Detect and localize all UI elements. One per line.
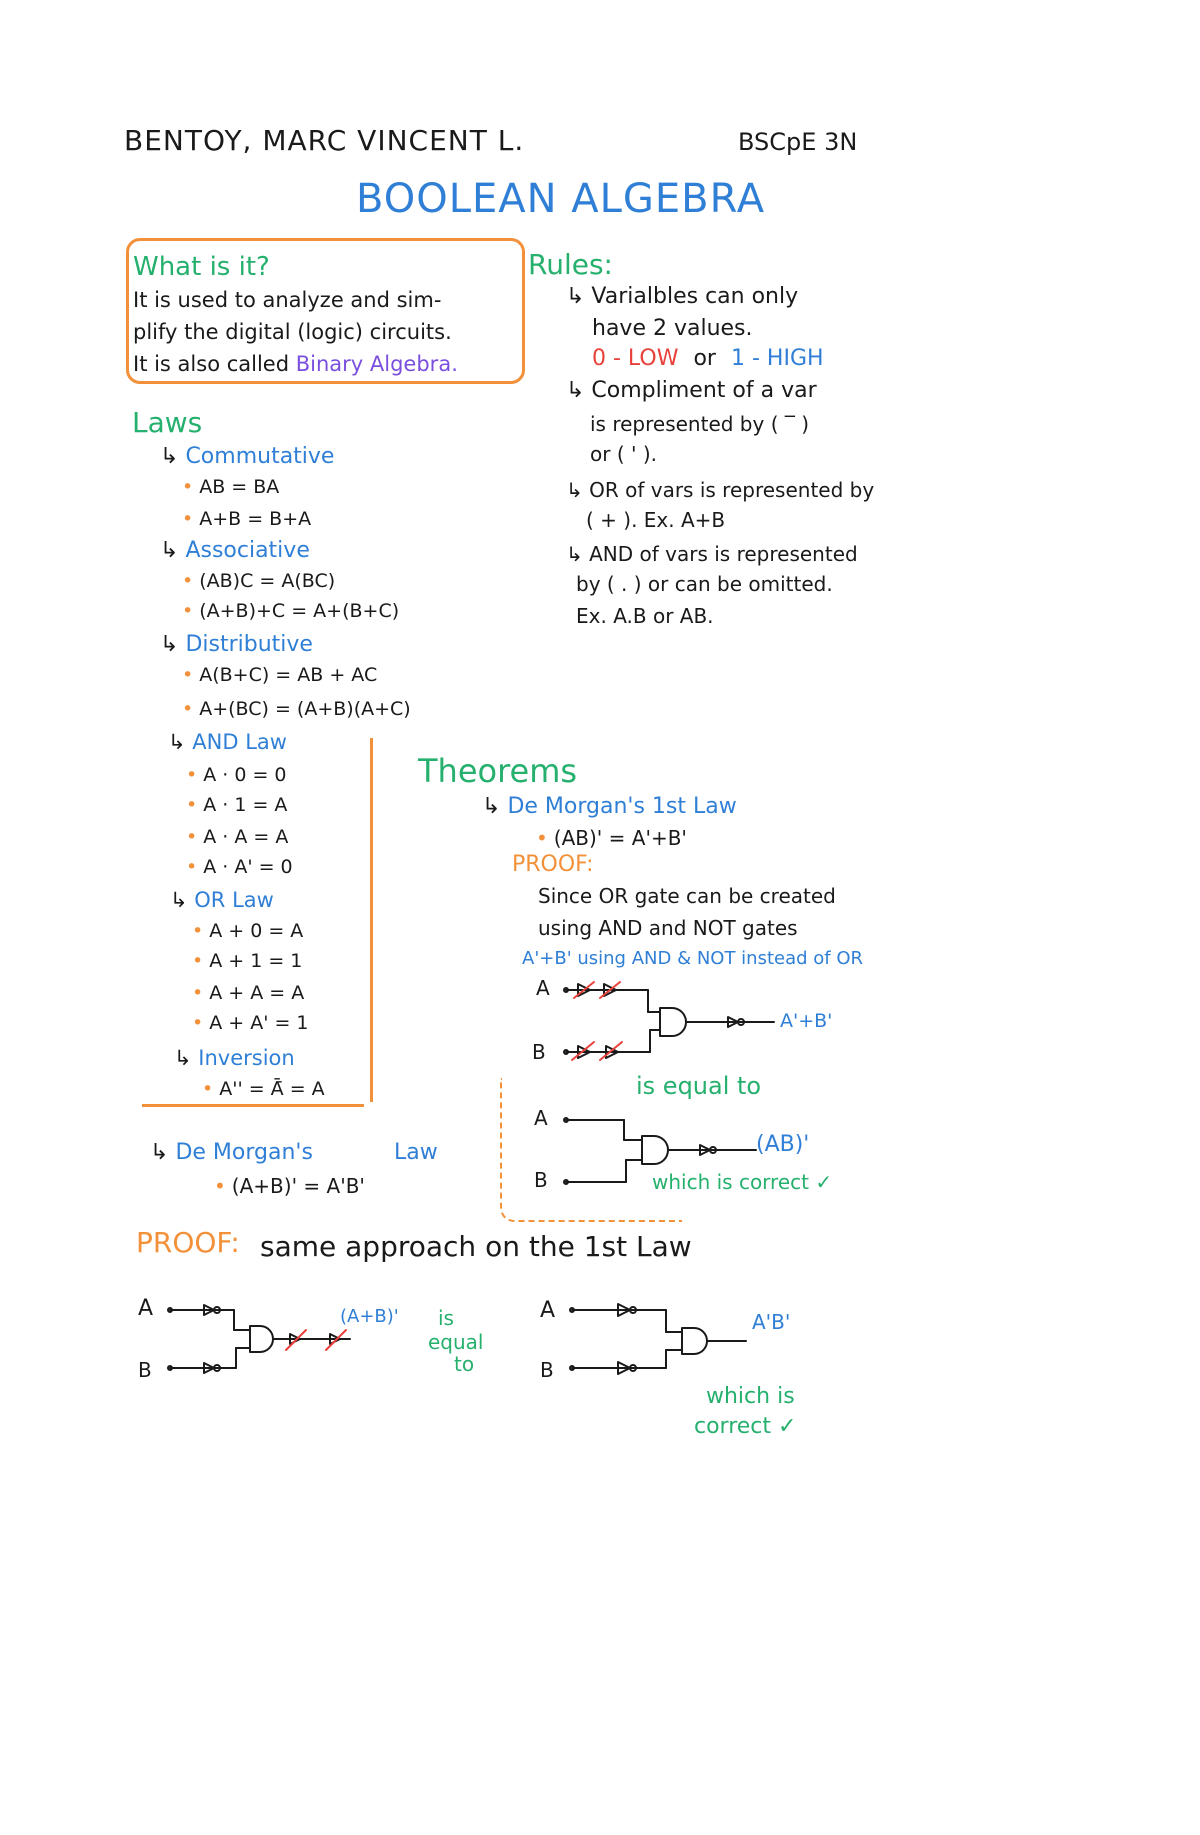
page-title: BOOLEAN ALGEBRA [356, 176, 766, 222]
law-or-item: • A + 0 = A [192, 920, 304, 942]
law-distributive-label: ↳ Distributive [160, 632, 313, 657]
rule3-line1: ↳ OR of vars is represented by [566, 478, 875, 502]
whatis-heading: What is it? [133, 252, 270, 282]
proof2-to: to [454, 1352, 475, 1376]
law-and-label: ↳ AND Law [168, 730, 287, 754]
law-commutative-item: • A+B = B+A [182, 508, 312, 530]
whatis-line3-term: Binary Algebra. [295, 352, 458, 376]
circuit4-output: A'B' [752, 1310, 791, 1334]
circuit3-and-gate [250, 1326, 273, 1352]
law-inversion-label: ↳ Inversion [174, 1046, 295, 1070]
circuit4-input-a: A [540, 1298, 556, 1323]
circuit1-and-gate [660, 1008, 686, 1036]
proof2-which: which is [706, 1384, 795, 1409]
equal-bracket [500, 1078, 682, 1222]
law-or-item: • A + 1 = 1 [192, 950, 303, 972]
rule1-line1: ↳ Varialbles can only [566, 284, 799, 309]
rule2-line1: ↳ Compliment of a var [566, 378, 817, 403]
law-associative-label: ↳ Associative [160, 538, 310, 563]
theorem-proof-line3: A'+B' using AND & NOT instead of OR [522, 948, 864, 969]
laws-bracket-horizontal [142, 1104, 364, 1107]
circuit1-input-a: A [536, 976, 550, 1000]
circuit4-input-b: B [540, 1358, 554, 1382]
law-associative-item: • (AB)C = A(BC) [182, 570, 336, 592]
rule1-line2: have 2 values. [592, 316, 753, 341]
is-equal-to: is equal to [636, 1072, 762, 1100]
circuit3-input-b: B [138, 1358, 152, 1382]
whatis-line2: plify the digital (logic) circuits. [133, 320, 452, 344]
theorems-heading: Theorems [418, 752, 578, 790]
circuit3-input-a: A [138, 1296, 154, 1321]
law-and-item: • A · 0 = 0 [186, 764, 287, 786]
circuit2-output: (AB)' [756, 1132, 810, 1157]
law-or-label: ↳ OR Law [170, 888, 274, 912]
rule2-line2: is represented by ( ‾ ) [590, 412, 810, 436]
circuit1-output: A'+B' [780, 1010, 833, 1032]
rule1-high: 1 - HIGH [730, 346, 824, 371]
proof2-is: is [438, 1306, 454, 1330]
theorem-proof-label: PROOF: [512, 852, 594, 877]
proof2-label: PROOF: [136, 1226, 240, 1259]
circuit1-input-b: B [532, 1040, 546, 1064]
proof2-text: same approach on the 1st Law [260, 1230, 692, 1263]
theorem-first-law: ↳ De Morgan's 1st Law [482, 794, 737, 819]
law-inversion-item: • A'' = Ā̄ = A [202, 1078, 325, 1100]
law-associative-item: • (A+B)+C = A+(B+C) [182, 600, 400, 622]
student-section: BSCpE 3N [738, 128, 858, 156]
circuit4-diagram [566, 1302, 766, 1382]
law-commutative-label: ↳ Commutative [160, 444, 335, 469]
law-and-item: • A · A = A [186, 826, 289, 848]
law-and-item: • A · 1 = A [186, 794, 288, 816]
proof2-equal: equal [428, 1330, 484, 1354]
theorem-first-eq: • (AB)' = A'+B' [536, 826, 687, 850]
circuit2-input-b: B [534, 1168, 548, 1192]
rule3-line2: ( + ). Ex. A+B [586, 508, 726, 532]
law-commutative-item: • AB = BA [182, 476, 280, 498]
whatis-line3 [133, 352, 458, 376]
circuit4-and-gate [682, 1328, 707, 1354]
rule1-values [592, 346, 824, 371]
law-and-item: • A · A' = 0 [186, 856, 293, 878]
rule1-or: or [693, 346, 716, 371]
theorem-proof-line2: using AND and NOT gates [538, 916, 798, 940]
circuit2-input-a: A [534, 1106, 548, 1130]
law-demorgan-item: • (A+B)' = A'B' [214, 1174, 365, 1198]
law-distributive-item: • A(B+C) = AB + AC [182, 664, 378, 686]
whatis-line3-prefix: It is also called [133, 352, 290, 376]
law-demorgan-label: ↳ De Morgan's [150, 1140, 313, 1165]
which-is-correct: which is correct ✓ [652, 1170, 833, 1194]
laws-bracket-vertical [370, 738, 373, 1102]
rule4-line1: ↳ AND of vars is represented [566, 542, 858, 566]
law-or-item: • A + A = A [192, 982, 305, 1004]
theorem-proof-line1: Since OR gate can be created [538, 884, 836, 908]
student-name: BENTOY, MARC VINCENT L. [124, 124, 525, 157]
circuit3-diagram [164, 1302, 364, 1382]
law-or-item: • A + A' = 1 [192, 1012, 309, 1034]
rule2-line3: or ( ' ). [590, 442, 657, 466]
laws-heading: Laws [132, 406, 203, 439]
rule4-line2: by ( . ) or can be omitted. [576, 572, 833, 596]
rules-heading: Rules: [528, 248, 613, 281]
whatis-line1: It is used to analyze and sim- [133, 288, 442, 312]
rule4-line3: Ex. A.B or AB. [576, 604, 714, 628]
circuit3-output: (A+B)' [340, 1306, 399, 1327]
law-distributive-item: • A+(BC) = (A+B)(A+C) [182, 698, 411, 720]
proof2-correct: correct ✓ [694, 1414, 797, 1439]
rule1-low: 0 - LOW [592, 346, 679, 371]
law-demorgan-label2: Law [394, 1140, 438, 1165]
